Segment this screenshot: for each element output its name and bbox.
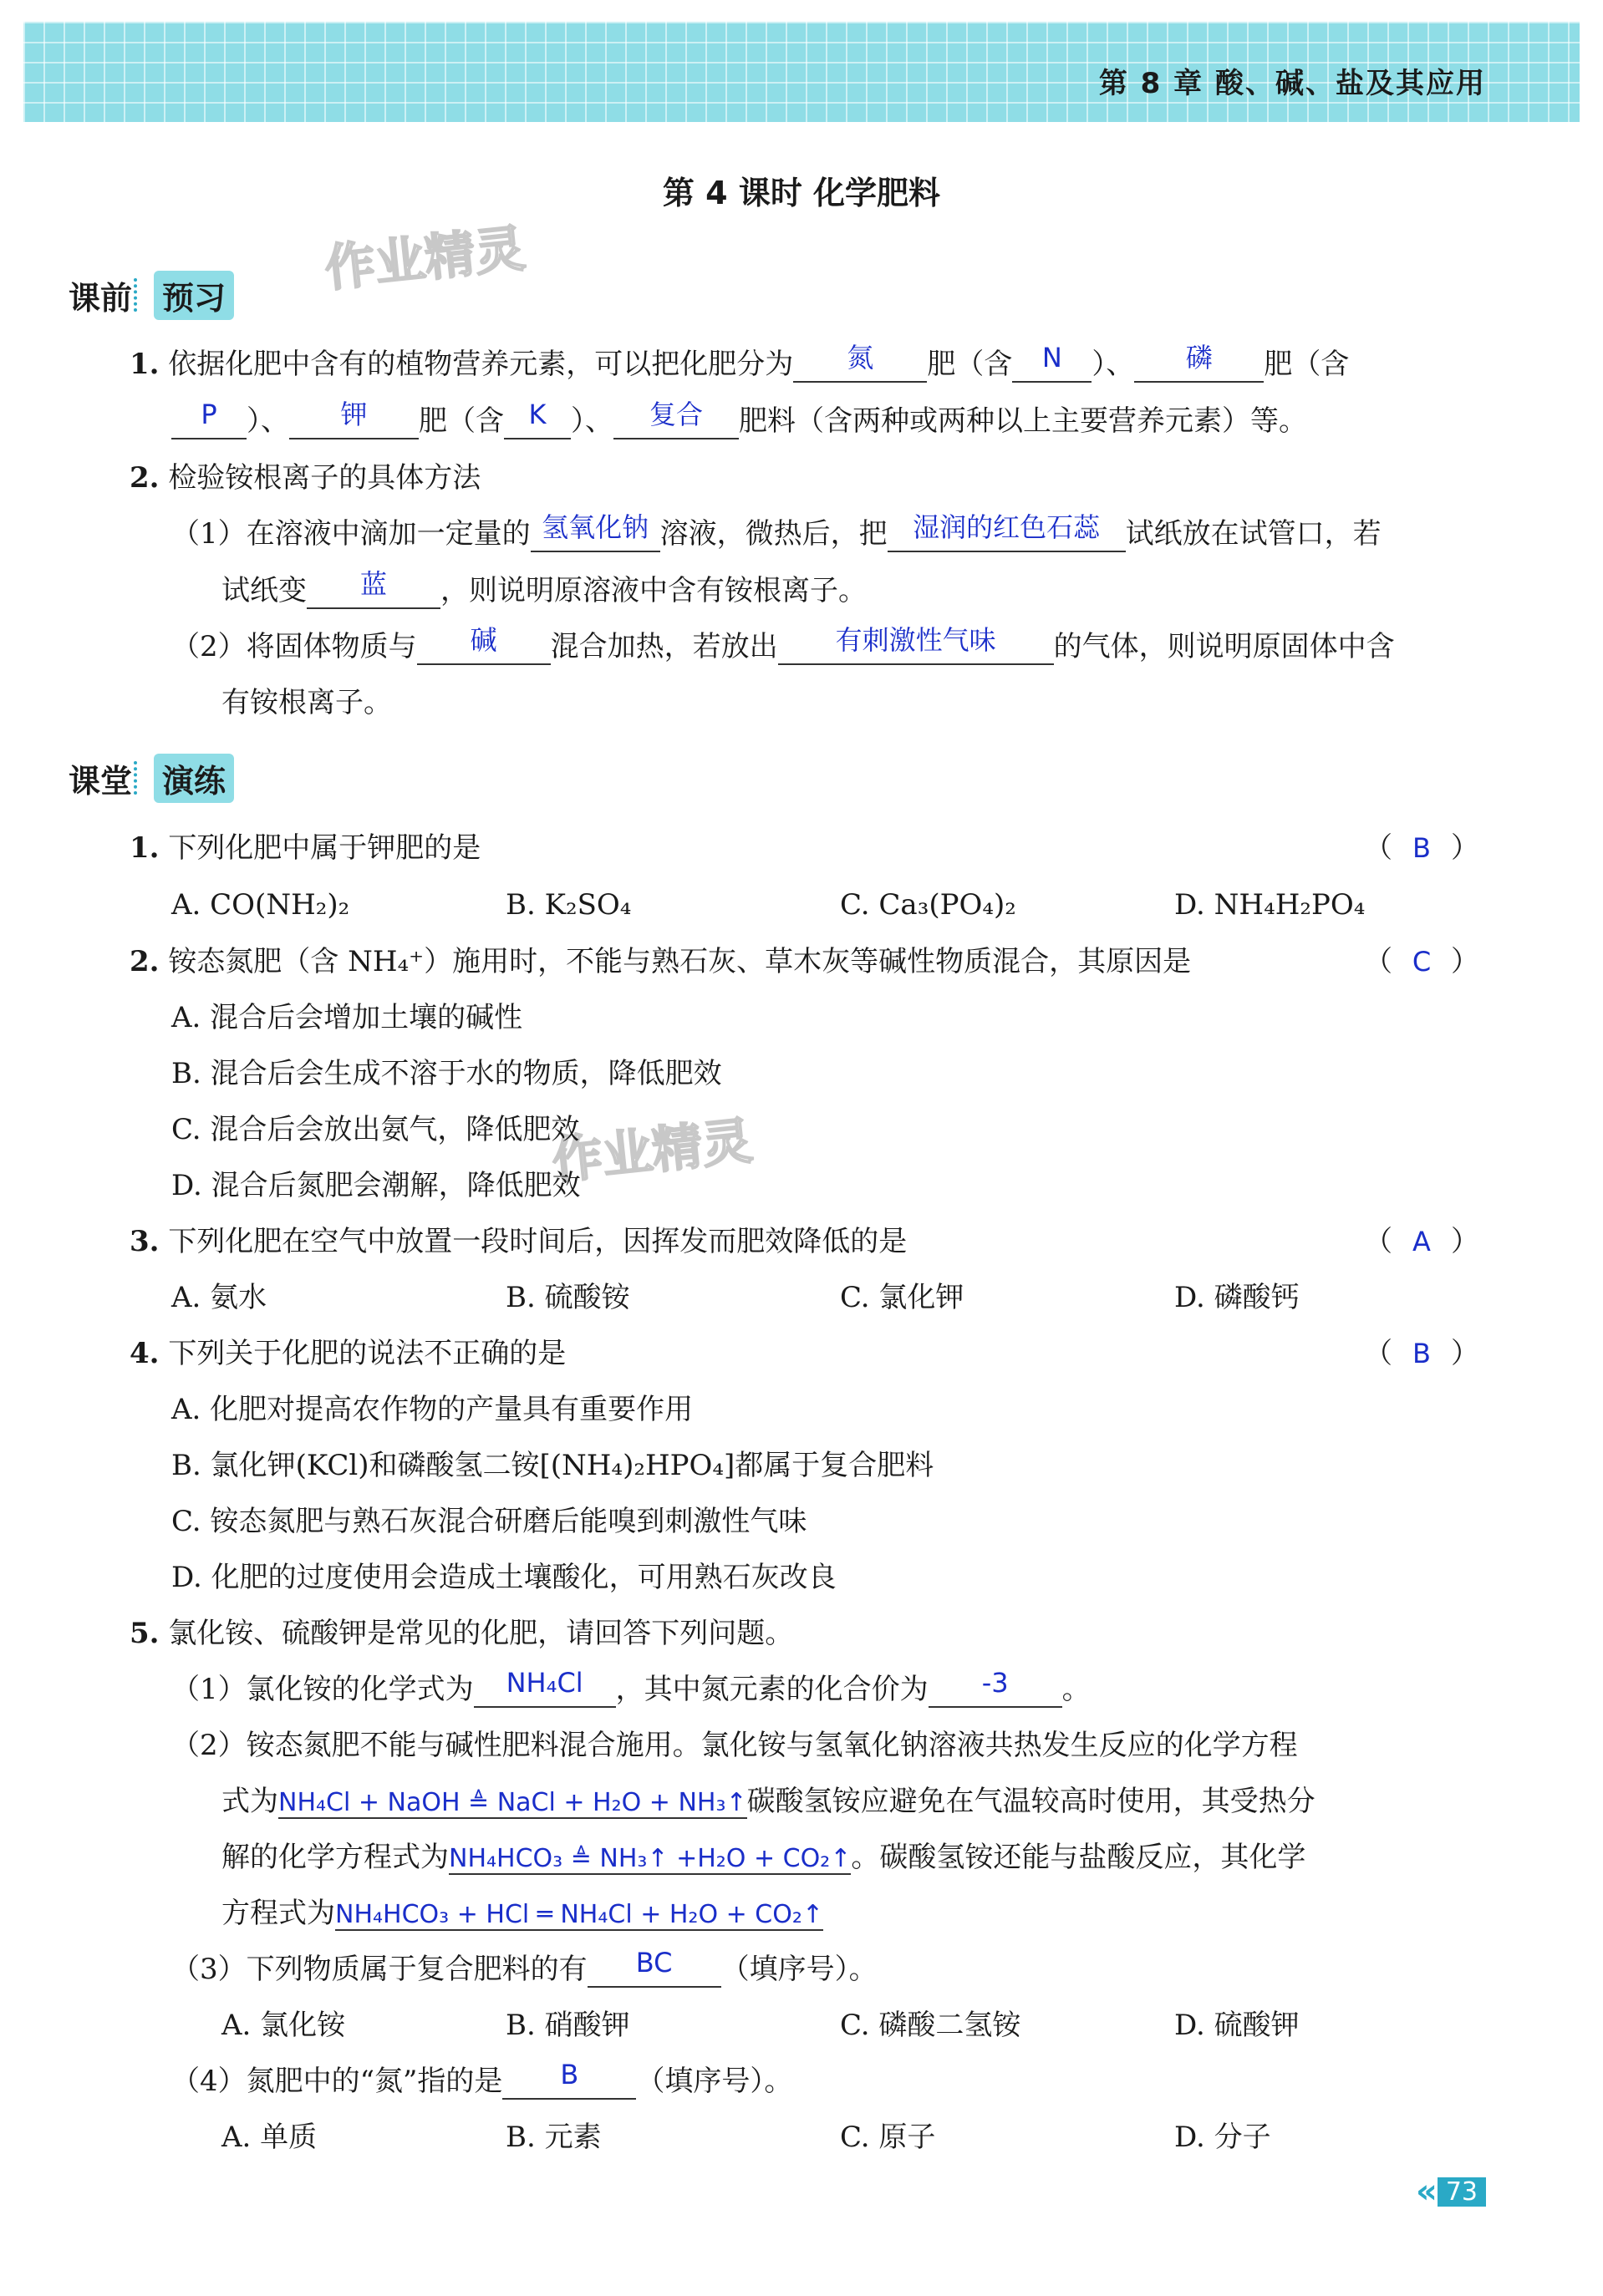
question-text: 依据化肥中含有的植物营养元素，可以把化肥分为 [168,348,794,381]
mc-question-4 [130,1335,566,1372]
answer-blank[interactable] [307,568,440,609]
option-d[interactable]: D. 化肥的过度使用会造成土壤酸化，可用熟石灰改良 [171,1561,837,1594]
question-text: （填序号）。 [720,1953,878,1986]
handwritten-answer: 氢氧化钠 [542,511,649,543]
handwritten-answer: 蓝 [359,568,387,600]
answer-blank[interactable] [929,1667,1062,1708]
answer-parentheses[interactable] [1364,943,1479,980]
wave-icon [134,278,152,312]
question-2-stem [130,460,481,496]
question-5-part-2-line-3 [221,1839,1305,1877]
question-text: 试纸变 [221,574,307,607]
question-text: （1）氯化铵的化学式为 [171,1673,474,1706]
answer-blank[interactable] [793,342,927,383]
question-text: 下列关于化肥的说法不正确的是 [168,1337,567,1370]
paren-right: ） [1451,945,1479,978]
question-number: 1. [130,348,160,381]
option-c[interactable]: C. 氯化钾 [840,1281,964,1314]
paren-left: （ [1364,1225,1392,1258]
answer-blank[interactable] [171,399,247,439]
question-text: ）、 [247,404,289,438]
handwritten-answer: B [560,2059,579,2090]
wave-icon [134,761,152,795]
paren-right: ） [1451,831,1479,865]
question-number: 3. [130,1225,160,1258]
page-number: 73 [1438,2177,1486,2207]
handwritten-answer: 复合 [649,399,703,430]
handwritten-answer: 有刺激性气味 [835,624,996,656]
handwritten-answer: K [528,399,547,430]
watermark: 作业精灵 [322,219,528,299]
question-number: 5. [130,1617,160,1650]
handwritten-equation[interactable]: NH₄Cl + NaOH ≜ NaCl + H₂O + NH₃↑ [278,1788,747,1817]
question-5-part-2 [171,1727,1298,1764]
question-text: ）、 [571,404,613,438]
question-text: 肥（含 [927,348,1013,381]
question-text: 肥（含 [1264,348,1350,381]
question-text: 碳酸氢铵应避免在气温较高时使用，其受热分 [746,1785,1315,1818]
question-text: 混合加热，若放出 [550,630,778,663]
option-c[interactable]: C. Ca₃(PO₄)₂ [840,888,1016,922]
page-number-badge [1416,2172,1486,2211]
paren-left: （ [1364,1337,1392,1370]
section-label-a: 课前 [69,279,133,317]
question-text: 下列化肥在空气中放置一段时间后，因挥发而肥效降低的是 [168,1225,908,1258]
option-b[interactable]: B. 氯化钾(KCl)和磷酸氢二铵[(NH₄)₂HPO₄]都属于复合肥料 [171,1449,934,1482]
question-text: 。 [1061,1673,1091,1706]
section-preview-header [69,271,234,319]
answer-blank[interactable] [588,1947,721,1988]
handwritten-answer: 碱 [470,624,497,656]
handwritten-answer: -3 [981,1667,1009,1699]
question-5-part-1 [171,1667,1091,1708]
question-text: 解的化学方程式为 [221,1841,449,1874]
question-text: 肥料（含两种或两种以上主要营养元素）等。 [739,404,1307,438]
question-text: ，其中氮元素的化合价为 [615,1673,929,1706]
option-b[interactable]: B. 硝酸钾 [506,2009,630,2042]
question-text: （填序号）。 [636,2065,793,2098]
question-text: 。碳酸氢铵还能与盐酸反应，其化学 [851,1841,1306,1874]
answer-blank[interactable] [531,511,660,552]
question-number: 2. [130,461,160,495]
question-1-line-2 [171,399,1307,439]
option-c[interactable]: C. 原子 [840,2121,936,2154]
handwritten-equation[interactable]: NH₄HCO₃ + HCl ═ NH₄Cl + H₂O + CO₂↑ [335,1900,824,1929]
option-b[interactable]: B. K₂SO₄ [506,888,632,922]
option-a[interactable]: A. 氯化铵 [221,2009,346,2042]
answer-blank[interactable] [504,399,571,439]
question-text: （1）在溶液中滴加一定量的 [171,517,531,551]
answer-blank[interactable] [474,1667,616,1708]
handwritten-answer: B [1412,1338,1431,1369]
answer-blank[interactable] [1012,342,1092,383]
handwritten-answer: 氮 [847,342,874,373]
option-c[interactable]: C. 混合后会放出氨气，降低肥效 [171,1113,580,1146]
question-text: ，则说明原溶液中含有铵根离子。 [440,574,867,607]
paren-left: （ [1364,945,1392,978]
option-d[interactable]: D. NH₄H₂PO₄ [1174,888,1366,922]
question-5-part-2-line-2 [221,1783,1315,1821]
question-text: 方程式为 [221,1897,335,1930]
section-label-a: 课堂 [69,762,133,800]
answer-blank[interactable] [417,624,551,665]
answer-blank[interactable] [289,399,419,439]
paren-left: （ [1364,831,1392,865]
chapter-title: 第 8 章 酸、碱、盐及其应用 [1098,67,1486,100]
handwritten-answer: NH₄Cl [506,1667,583,1699]
answer-parentheses[interactable] [1364,1335,1479,1372]
question-text: 铵态氮肥（含 NH₄⁺）施用时，不能与熟石灰、草木灰等碱性物质混合，其原因是 [168,945,1192,978]
question-text: 有铵根离子。 [221,686,392,719]
option-b[interactable]: B. 混合后会生成不溶于水的物质，降低肥效 [171,1057,722,1090]
option-d[interactable]: D. 磷酸钙 [1174,1281,1300,1314]
mc-question-3 [130,1223,907,1260]
question-5-part-3 [171,1947,878,1988]
option-c[interactable]: C. 磷酸二氢铵 [840,2009,1021,2042]
question-2-part-2 [171,624,1395,665]
handwritten-answer: N [1041,342,1062,373]
option-d[interactable]: D. 硫酸钾 [1174,2009,1300,2042]
question-text: 氯化铵、硫酸钾是常见的化肥，请回答下列问题。 [168,1617,794,1650]
handwritten-equation[interactable]: NH₄HCO₃ ≜ NH₃↑ +H₂O + CO₂↑ [449,1844,852,1873]
option-a[interactable]: A. 氨水 [171,1281,267,1314]
answer-blank[interactable] [888,511,1126,552]
answer-blank[interactable] [502,2059,636,2100]
lesson-title: 第 4 课时 化学肥料 [662,175,941,211]
question-text: （4）氮肥中的“氮”指的是 [171,2065,503,2098]
handwritten-answer: C [1412,946,1432,978]
option-d[interactable]: D. 混合后氮肥会潮解，降低肥效 [171,1169,581,1202]
question-text: 溶液，微热后，把 [659,517,888,551]
option-b[interactable]: B. 元素 [506,2121,602,2154]
handwritten-answer: B [1412,832,1431,864]
answer-blank[interactable] [1134,342,1264,383]
question-text: （2）铵态氮肥不能与碱性肥料混合施用。氯化铵与氢氧化钠溶液共热发生反应的化学方程 [171,1729,1298,1762]
question-5-stem [130,1615,793,1652]
question-2-part-1 [171,511,1382,552]
question-text: ）、 [1092,348,1135,381]
question-number: 2. [130,945,160,978]
paren-right: ） [1451,1225,1479,1258]
handwritten-answer: 磷 [1185,342,1213,373]
section-label-b: 演练 [154,754,234,803]
question-text: （3）下列物质属于复合肥料的有 [171,1953,588,1986]
option-d[interactable]: D. 分子 [1174,2121,1271,2154]
section-practice-header [69,754,234,802]
option-a[interactable]: A. 单质 [221,2121,318,2154]
paren-right: ） [1451,1337,1479,1370]
double-chevron-left-icon: « [1415,2172,1426,2211]
handwritten-answer: 钾 [340,399,368,430]
question-2-part-2-cont [221,684,392,721]
question-text: 检验铵根离子的具体方法 [168,461,481,495]
question-1-line-1 [130,342,1350,383]
section-label-b: 预习 [154,271,234,320]
handwritten-answer: A [1412,1226,1431,1257]
question-number: 1. [130,831,160,865]
question-2-part-1-cont [221,568,867,609]
question-number: 4. [130,1337,160,1370]
answer-parentheses[interactable] [1364,1223,1479,1260]
question-5-part-2-line-4 [221,1895,823,1933]
answer-parentheses[interactable] [1364,830,1479,866]
question-text: （2）将固体物质与 [171,630,417,663]
question-text: 试纸放在试管口，若 [1125,517,1382,551]
option-a[interactable]: A. 化肥对提高农作物的产量具有重要作用 [171,1393,694,1426]
watermark: 作业精灵 [549,1111,756,1191]
option-a[interactable]: A. 混合后会增加土壤的碱性 [171,1001,523,1034]
mc-question-1 [130,830,481,866]
handwritten-answer: BC [635,1947,673,1979]
option-c[interactable]: C. 铵态氮肥与熟石灰混合研磨后能嗅到刺激性气味 [171,1505,807,1538]
question-text: 肥（含 [419,404,504,438]
option-b[interactable]: B. 硫酸铵 [506,1281,630,1314]
answer-blank[interactable] [613,399,739,439]
handwritten-answer: 湿润的红色石蕊 [913,511,1101,543]
question-5-part-4 [171,2059,793,2100]
handwritten-answer: P [201,399,217,430]
mc-question-2 [130,943,1191,980]
question-text: 下列化肥中属于钾肥的是 [168,831,481,865]
option-a[interactable]: A. CO(NH₂)₂ [171,888,350,922]
answer-blank[interactable] [778,624,1054,665]
question-text: 式为 [221,1785,278,1818]
question-text: 的气体，则说明原固体中含 [1053,630,1395,663]
